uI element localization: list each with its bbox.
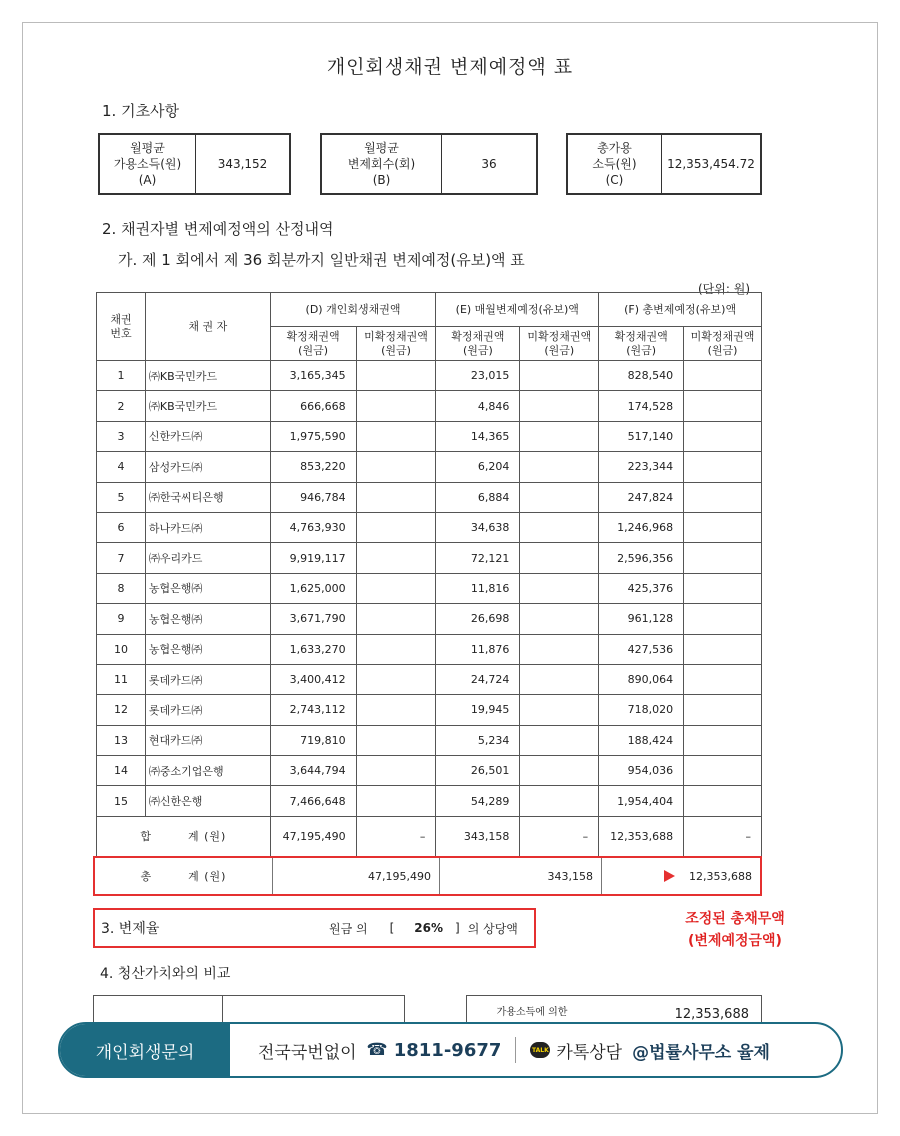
row-creditor: 농협은행㈜: [145, 604, 270, 634]
row-d-unconfirmed: [356, 543, 436, 573]
row-d-unconfirmed: [356, 482, 436, 512]
phone-icon: ☎: [366, 1040, 388, 1060]
row-creditor: 하나카드㈜: [145, 512, 270, 542]
row-creditor: 삼성카드㈜: [145, 452, 270, 482]
subtotal-d-unconfirmed: –: [356, 816, 436, 856]
row-f-confirmed: 2,596,356: [599, 543, 684, 573]
table-row: [97, 786, 762, 816]
table-row: [97, 604, 762, 634]
row-creditor: ㈜신한은행: [145, 786, 270, 816]
row-d-confirmed: 719,810: [270, 725, 356, 755]
table-row: [97, 361, 762, 391]
row-no: 5: [97, 482, 146, 512]
row-f-unconfirmed: [684, 786, 762, 816]
row-e-confirmed: 34,638: [436, 512, 520, 542]
banner-talk-id[interactable]: @법률사무소 율제: [632, 1042, 770, 1063]
row-e-confirmed: 5,234: [436, 725, 520, 755]
row-d-confirmed: 4,763,930: [270, 512, 356, 542]
row-d-unconfirmed: [356, 695, 436, 725]
row-creditor: 농협은행㈜: [145, 634, 270, 664]
header-e-unconfirmed: 미확정채권액 (원금): [520, 327, 599, 361]
row-e-unconfirmed: [520, 543, 599, 573]
row-no: 14: [97, 756, 146, 786]
row-e-confirmed: 11,876: [436, 634, 520, 664]
row-no: 15: [97, 786, 146, 816]
table-row: [97, 543, 762, 573]
basic-box-b-value: 36: [481, 157, 497, 171]
header-d-confirmed: 확정채권액 (원금): [270, 327, 356, 361]
header-no: 채권 번호: [97, 293, 146, 361]
row-e-confirmed: 6,204: [436, 452, 520, 482]
subtotal-f: 12,353,688: [599, 816, 684, 856]
row-no: 1: [97, 361, 146, 391]
red-arrow-icon: [664, 870, 675, 882]
note-line1: 조정된 총채무액: [685, 911, 785, 927]
row-creditor: ㈜KB국민카드: [145, 391, 270, 421]
rate-text-post: 의 상당액: [467, 921, 518, 936]
repayment-rate-box: [93, 908, 536, 948]
row-f-confirmed: 828,540: [599, 361, 684, 391]
row-e-confirmed: 26,698: [436, 604, 520, 634]
row-f-confirmed: 247,824: [599, 482, 684, 512]
row-f-confirmed: 718,020: [599, 695, 684, 725]
adjusted-debt-note: [660, 908, 810, 952]
row-d-unconfirmed: [356, 512, 436, 542]
subtotal-d: 47,195,490: [270, 816, 356, 856]
table-row: [97, 391, 762, 421]
basic-box-c-label: 총가용 소득(원) (C): [568, 135, 662, 193]
row-e-confirmed: 72,121: [436, 543, 520, 573]
row-f-unconfirmed: [684, 695, 762, 725]
row-no: 12: [97, 695, 146, 725]
row-e-confirmed: 6,884: [436, 482, 520, 512]
row-d-confirmed: 946,784: [270, 482, 356, 512]
row-f-confirmed: 427,536: [599, 634, 684, 664]
basic-box-a-label: 월평균 가용소득(원) (A): [100, 135, 196, 193]
row-d-unconfirmed: [356, 452, 436, 482]
row-d-unconfirmed: [356, 421, 436, 451]
row-e-unconfirmed: [520, 786, 599, 816]
row-creditor: 신한카드㈜: [145, 421, 270, 451]
kakaotalk-icon: TALK: [530, 1042, 550, 1058]
row-d-unconfirmed: [356, 391, 436, 421]
row-d-unconfirmed: [356, 725, 436, 755]
rate-bracket-left: [: [389, 921, 395, 935]
rate-text-pre: 원금 의: [329, 921, 368, 936]
note-line2: (변제예정금액): [688, 933, 782, 949]
row-d-unconfirmed: [356, 573, 436, 603]
row-f-confirmed: 517,140: [599, 421, 684, 451]
row-creditor: 현대카드㈜: [145, 725, 270, 755]
row-e-confirmed: 24,724: [436, 664, 520, 694]
row-e-unconfirmed: [520, 604, 599, 634]
row-no: 7: [97, 543, 146, 573]
header-e: (E) 매월변제예정(유보)액: [436, 293, 599, 327]
row-f-unconfirmed: [684, 725, 762, 755]
table-row: [97, 634, 762, 664]
section2-subheading: 가. 제 1 회에서 제 36 회분까지 일반채권 변제예정(유보)액 표: [118, 251, 525, 269]
row-d-confirmed: 2,743,112: [270, 695, 356, 725]
row-no: 10: [97, 634, 146, 664]
grand-total-label: 총 계 (원): [95, 858, 273, 894]
row-no: 3: [97, 421, 146, 451]
rate-value: 26%: [414, 921, 444, 935]
grand-total-f: 12,353,688: [689, 869, 752, 883]
row-d-unconfirmed: [356, 604, 436, 634]
row-e-confirmed: 54,289: [436, 786, 520, 816]
header-e-confirmed: 확정채권액 (원금): [436, 327, 520, 361]
row-d-confirmed: 666,668: [270, 391, 356, 421]
header-f: (F) 총변제예정(유보)액: [599, 293, 762, 327]
row-f-unconfirmed: [684, 664, 762, 694]
section3-heading: 3. 변제율: [101, 921, 160, 937]
table-row: [97, 725, 762, 755]
row-e-unconfirmed: [520, 361, 599, 391]
row-f-unconfirmed: [684, 512, 762, 542]
row-e-confirmed: 11,816: [436, 573, 520, 603]
section1-heading: 1. 기초사항: [102, 102, 180, 120]
row-creditor: 롯데카드㈜: [145, 664, 270, 694]
row-e-unconfirmed: [520, 725, 599, 755]
row-creditor: 농협은행㈜: [145, 573, 270, 603]
row-e-confirmed: 26,501: [436, 756, 520, 786]
row-d-unconfirmed: [356, 361, 436, 391]
rate-bracket-right: ]: [455, 921, 460, 935]
row-e-confirmed: 19,945: [436, 695, 520, 725]
row-f-unconfirmed: [684, 452, 762, 482]
row-e-unconfirmed: [520, 664, 599, 694]
row-d-confirmed: 3,400,412: [270, 664, 356, 694]
table-row: [97, 664, 762, 694]
banner-phone-number[interactable]: 1811-9677: [393, 1039, 502, 1061]
grand-total-row: [93, 856, 762, 896]
row-d-unconfirmed: [356, 664, 436, 694]
table-row: [97, 695, 762, 725]
table-row: [97, 482, 762, 512]
row-f-confirmed: 961,128: [599, 604, 684, 634]
row-f-unconfirmed: [684, 482, 762, 512]
section4-heading: 4. 청산가치와의 비교: [100, 966, 231, 982]
table-row: [97, 452, 762, 482]
row-no: 8: [97, 573, 146, 603]
table-row: [97, 756, 762, 786]
row-f-confirmed: 890,064: [599, 664, 684, 694]
section2-heading: 2. 채권자별 변제예정액의 산정내역: [102, 220, 334, 238]
creditor-table: [96, 292, 762, 857]
row-d-unconfirmed: [356, 756, 436, 786]
document-title: 개인회생채권 변제예정액 표: [326, 56, 574, 78]
row-creditor: ㈜KB국민카드: [145, 361, 270, 391]
row-f-unconfirmed: [684, 634, 762, 664]
row-e-unconfirmed: [520, 695, 599, 725]
row-f-unconfirmed: [684, 573, 762, 603]
header-d-unconfirmed: 미확정채권액 (원금): [356, 327, 436, 361]
header-f-unconfirmed: 미확정채권액 (원금): [684, 327, 762, 361]
row-no: 2: [97, 391, 146, 421]
row-no: 4: [97, 452, 146, 482]
row-no: 11: [97, 664, 146, 694]
subtotal-e: 343,158: [436, 816, 520, 856]
row-no: 13: [97, 725, 146, 755]
row-e-confirmed: 14,365: [436, 421, 520, 451]
header-d: (D) 개인회생채권액: [270, 293, 436, 327]
row-f-confirmed: 223,344: [599, 452, 684, 482]
row-d-confirmed: 3,644,794: [270, 756, 356, 786]
row-f-unconfirmed: [684, 756, 762, 786]
contact-banner[interactable]: [58, 1022, 843, 1078]
row-e-confirmed: 4,846: [436, 391, 520, 421]
row-no: 6: [97, 512, 146, 542]
row-d-confirmed: 9,919,117: [270, 543, 356, 573]
subtotal-e-unconfirmed: –: [520, 816, 599, 856]
row-e-unconfirmed: [520, 756, 599, 786]
header-creditor: 채 권 자: [145, 293, 270, 361]
row-f-unconfirmed: [684, 604, 762, 634]
grand-total-d: 47,195,490: [273, 858, 440, 894]
row-creditor: ㈜중소기업은행: [145, 756, 270, 786]
table-row: [97, 421, 762, 451]
row-f-unconfirmed: [684, 421, 762, 451]
row-d-confirmed: 7,466,648: [270, 786, 356, 816]
row-f-unconfirmed: [684, 391, 762, 421]
row-d-confirmed: 1,975,590: [270, 421, 356, 451]
row-d-confirmed: 3,671,790: [270, 604, 356, 634]
banner-label: 개인회생문의: [60, 1024, 230, 1076]
row-creditor: 롯데카드㈜: [145, 695, 270, 725]
row-creditor: ㈜한국씨티은행: [145, 482, 270, 512]
row-f-confirmed: 954,036: [599, 756, 684, 786]
table-row: [97, 573, 762, 603]
row-e-unconfirmed: [520, 634, 599, 664]
row-f-confirmed: 188,424: [599, 725, 684, 755]
banner-separator: [515, 1037, 516, 1063]
row-creditor: ㈜우리카드: [145, 543, 270, 573]
row-e-unconfirmed: [520, 482, 599, 512]
row-d-confirmed: 1,625,000: [270, 573, 356, 603]
grand-total-e: 343,158: [440, 858, 602, 894]
row-f-unconfirmed: [684, 543, 762, 573]
banner-phone-label: 전국국번없이: [258, 1042, 357, 1063]
table-row: [97, 512, 762, 542]
header-f-confirmed: 확정채권액 (원금): [599, 327, 684, 361]
row-e-unconfirmed: [520, 573, 599, 603]
row-d-confirmed: 1,633,270: [270, 634, 356, 664]
banner-talk-label: 카톡상담: [556, 1042, 623, 1063]
row-f-confirmed: 1,954,404: [599, 786, 684, 816]
row-d-confirmed: 853,220: [270, 452, 356, 482]
row-e-unconfirmed: [520, 391, 599, 421]
subtotal-f-unconfirmed: –: [684, 816, 762, 856]
row-d-unconfirmed: [356, 634, 436, 664]
basic-box-b: [320, 133, 538, 195]
row-e-unconfirmed: [520, 512, 599, 542]
comparison-right-label: 가용소득에 의한: [496, 1007, 568, 1018]
subtotal-label: 합 계 (원): [97, 816, 271, 856]
row-d-confirmed: 3,165,345: [270, 361, 356, 391]
basic-box-b-label: 월평균 변제회수(회) (B): [322, 135, 442, 193]
row-f-confirmed: 174,528: [599, 391, 684, 421]
basic-box-a: [98, 133, 291, 195]
row-f-confirmed: 425,376: [599, 573, 684, 603]
comparison-right-value: 12,353,688: [674, 1007, 749, 1022]
basic-box-c: [566, 133, 762, 195]
row-e-confirmed: 23,015: [436, 361, 520, 391]
row-d-unconfirmed: [356, 786, 436, 816]
row-no: 9: [97, 604, 146, 634]
row-e-unconfirmed: [520, 452, 599, 482]
row-e-unconfirmed: [520, 421, 599, 451]
grand-total-f-cell: [602, 858, 760, 894]
unit-label: (단위: 원): [698, 282, 750, 296]
row-f-confirmed: 1,246,968: [599, 512, 684, 542]
basic-box-c-value: 12,353,454.72: [667, 157, 755, 171]
row-f-unconfirmed: [684, 361, 762, 391]
basic-box-a-value: 343,152: [217, 157, 268, 171]
